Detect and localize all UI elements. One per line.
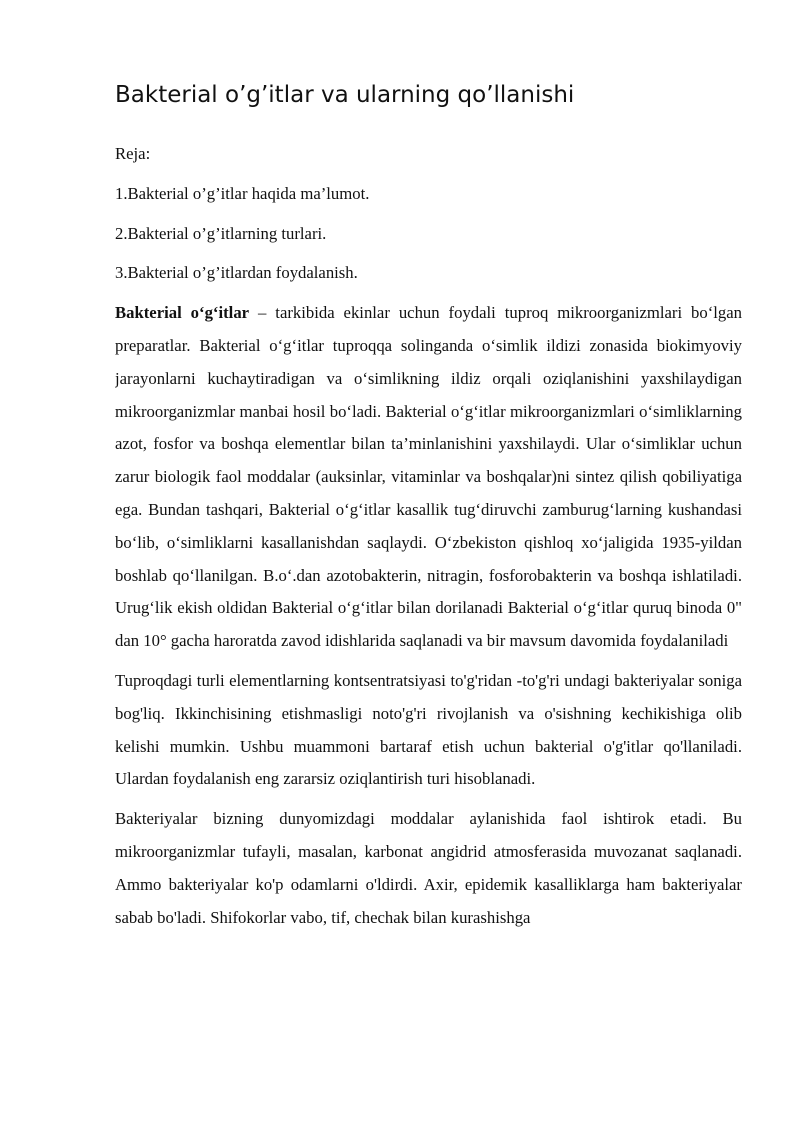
defined-term: Bakterial o‘g‘itlar (115, 303, 250, 323)
plan-item: 1.Bakterial o’g’itlar haqida ma’lumot. (115, 183, 370, 203)
paragraph-definition (115, 297, 742, 658)
document-body (115, 138, 742, 941)
paragraph-bacteria-role: Bakteriyalar bizning dunyomizdagi moddalar aylanishida faol ishtirok etadi. Bu mikroorganizmlar tufayli, masalan, karbonat angidrid atmosferasida muvozanat saqlanadi. Ammo bakteriyalar ko'p odamlarni o'ldirdi. Axir, epidemik kasalliklarga ham bakteriyalar sabab bo'ladi. Shifokorlar vabo, tif, chechak bilan kurashishga (115, 809, 742, 927)
plan-item: 2.Bakterial o’g’itlarning turlari. (115, 223, 327, 243)
definition-text: – tarkibida ekinlar uchun foydali tuproq mikroorganizmlari bo‘lgan preparatlar. Bakterial o‘g‘itlar tuproqqa solinganda o‘simlik ildizi zonasida biokimyoviy jarayonlarni kuchaytiradigan va o‘simlikning ildiz orqali oziqlanishini yaxshilaydigan mikroorganizmlar manbai hosil bo‘ladi. Bakterial o‘g‘itlar mikroorganizmlari o‘simliklarning azot, fosfor va boshqa elementlar bilan ta’minlanishini yaxshilaydi. Ular o‘simliklar uchun zarur biologik faol moddalar (auksinlar, vitaminlar va boshqalar)ni sintez qilish qobiliyatiga ega. Bundan tashqari, Bakterial o‘g‘itlar kasallik tug‘diruvchi zamburug‘larning kushandasi bo‘lib, o‘simliklarni kasallanishdan saqlaydi. O‘zbekiston qishloq xo‘jaligida 1935-yildan boshlab qo‘llanilgan. B.o‘.dan azotobakterin, nitragin, fosforobakterin va boshqa ishlatiladi. Urug‘lik ekish oldidan Bakterial o‘g‘itlar bilan dorilanadi Bakterial o‘g‘itlar quruq binoda 0" dan 10° gacha haroratda zavod idishlarida saqlanadi va bir mavsum davomida foydalaniladi (115, 303, 742, 651)
paragraph-soil-bacteria: Tuproqdagi turli elementlarning kontsentratsiyasi to'g'ridan -to'g'ri undagi bakteriyalar soniga bog'liq. Ikkinchisining etishmasligi noto'g'ri rivojlanish va o'sishning kechikishiga olib kelishi mumkin. Ushbu muammoni bartaraf etish uchun bakterial o'g'itlar qo'llaniladi. Ulardan foydalanish eng zararsiz oziqlantirish turi hisoblanadi. (115, 670, 742, 789)
page-title: Bakterial o’g’itlar va ularning qo’llanishi (115, 82, 575, 108)
plan-item: 3.Bakterial o’g’itlardan foydalanish. (115, 263, 358, 283)
document-page (115, 0, 742, 1131)
plan-heading: Reja: (115, 144, 151, 163)
